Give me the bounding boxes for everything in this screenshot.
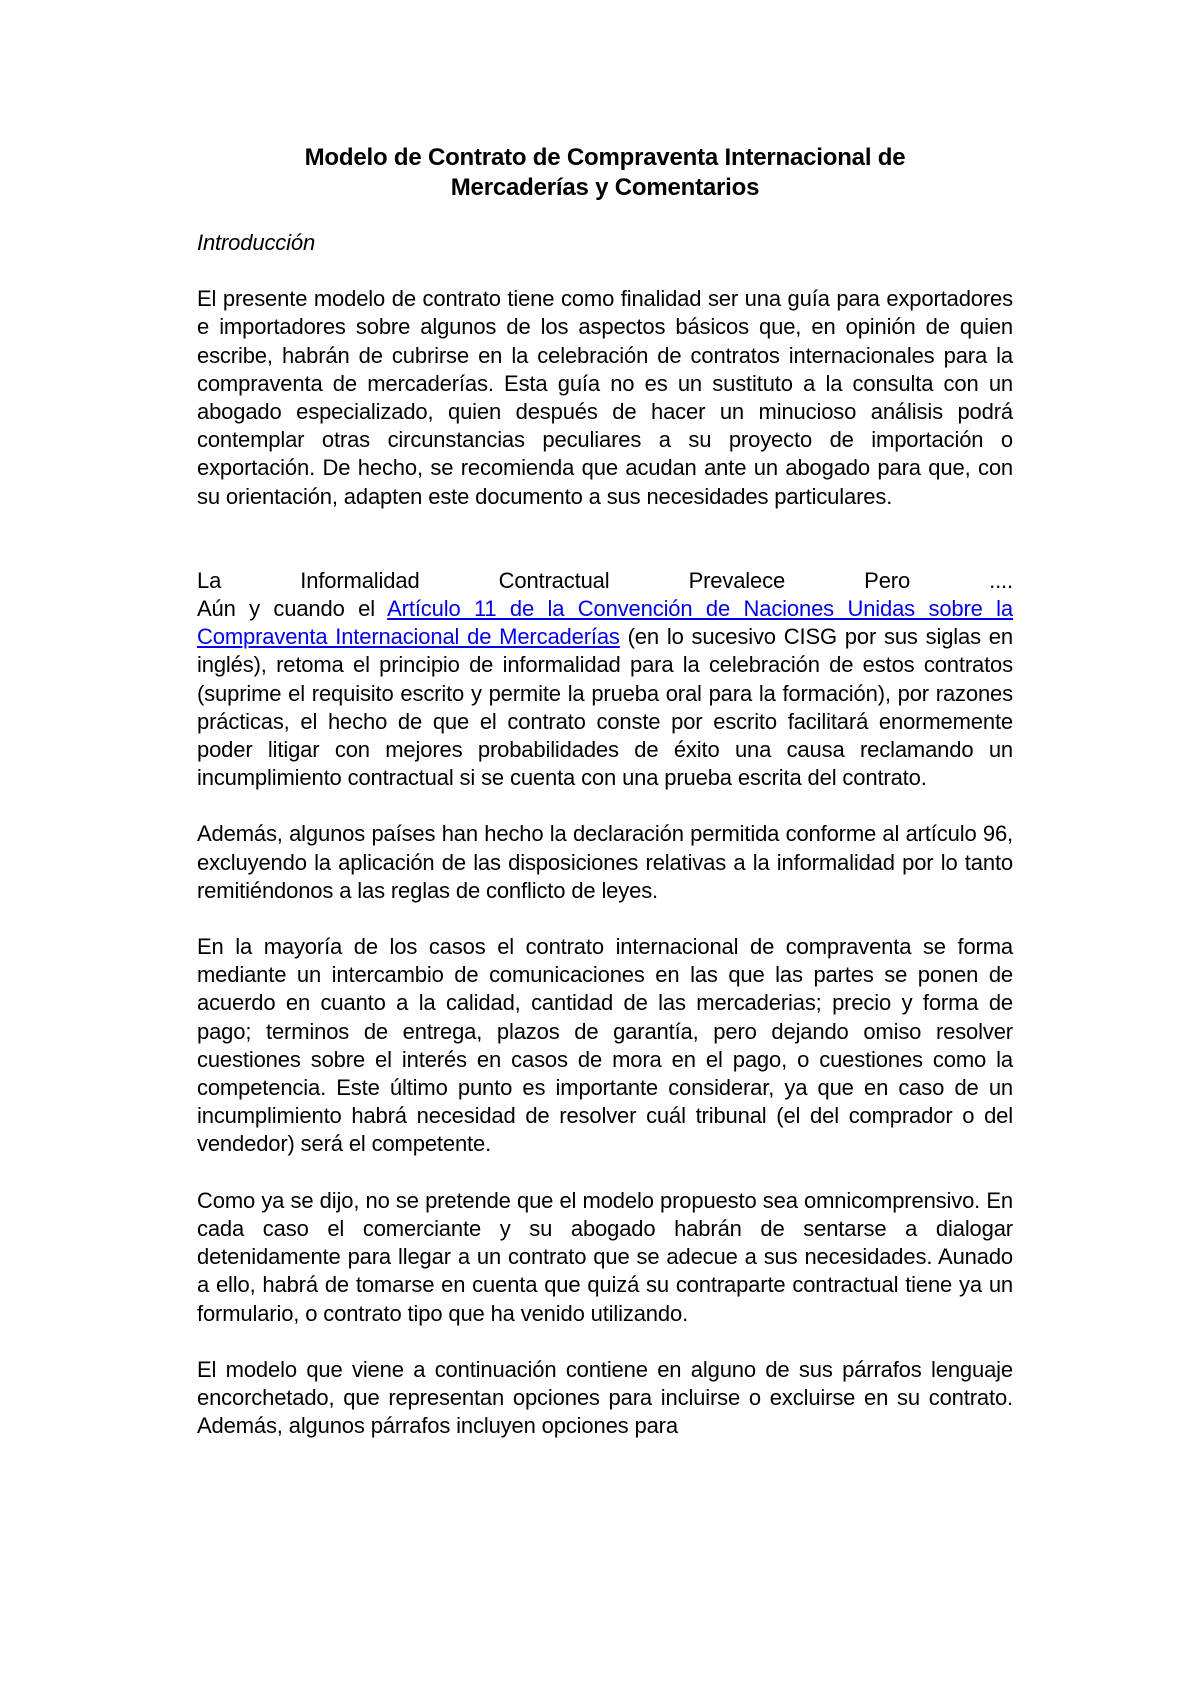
paragraph-brackets: El modelo que viene a continuación contiene en alguno de sus párrafos lenguaje encorchetado, que representan opciones para incluirse o excluirse en su contrato. Además, algunos párrafos incluyen opciones para	[197, 1356, 1013, 1439]
paragraph-cisg	[197, 595, 1013, 792]
title-line-1: Modelo de Contrato de Compraventa Internacional de	[304, 144, 906, 171]
paragraph-cisg-lead: Aún y cuando el	[197, 596, 388, 622]
document-title	[197, 143, 1013, 203]
document-page	[197, 143, 1013, 1440]
title-line-2: Mercaderías y Comentarios	[450, 174, 760, 201]
paragraph-cisg-rest: (en lo sucesivo CISG por sus siglas en inglés), retoma el principio de informalidad para la celebración de estos contratos (suprime el requisito escrito y permite la prueba oral para la formación), por razones prácticas, el hecho de que el contrato conste por escrito facilitará enormemente poder litigar con mejores probabilidades de éxito una causa reclamando un incumplimiento contractual si se cuenta con una prueba escrita del contrato.	[197, 624, 1013, 791]
paragraph-intro: El presente modelo de contrato tiene como finalidad ser una guía para exportadores e importadores sobre algunos de los aspectos básicos que, en opinión de quien escribe, habrán de cubrirse en la celebración de contratos internacionales para la compraventa de mercaderías. Esta guía no es un sustituto a la consulta con un abogado especializado, quien después de hacer un minucioso análisis podrá contemplar otras circunstancias peculiares a su proyecto de importación o exportación. De hecho, se recomienda que acudan ante un abogado para que, con su orientación, adapten este documento a sus necesidades particulares.	[197, 286, 1013, 509]
section-heading: La Informalidad Contractual Prevalece Pero ....	[197, 567, 1013, 593]
paragraph-majority: En la mayoría de los casos el contrato internacional de compraventa se forma mediante un intercambio de comunicaciones en las que las partes se ponen de acuerdo en cuanto a la calidad, cantidad de las mercaderias; precio y forma de pago; terminos de entrega, plazos de garantía, pero dejando omiso resolver cuestiones sobre el interés en casos de mora en el pago, o cuestiones como la competencia. Este último punto es importante considerar, ya que en caso de un incumplimiento habrá necesidad de resolver cuál tribunal (el del comprador o del vendedor) será el competente.	[197, 934, 1013, 1157]
paragraph-model: Como ya se dijo, no se pretende que el modelo propuesto sea omnicomprensivo. En cada caso el comerciante y su abogado habrán de sentarse a dialogar detenidamente para llegar a un contrato que se adecue a sus necesidades. Aunado a ello, habrá de tomarse en cuenta que quizá su contraparte contractual tiene ya un formulario, o contrato tipo que ha venido utilizando.	[197, 1187, 1013, 1326]
cisg-article-11-link[interactable]: Artículo 11 de la Convención de Naciones Unidas sobre la Compraventa Internacional de Mercaderías	[197, 596, 1014, 650]
paragraph-article-96: Además, algunos países han hecho la declaración permitida conforme al artículo 96, excluyendo la aplicación de las disposiciones relativas a la informalidad por lo tanto remitiéndonos a las reglas de conflicto de leyes.	[197, 821, 1013, 903]
introduction-heading: Introducción	[197, 230, 316, 255]
